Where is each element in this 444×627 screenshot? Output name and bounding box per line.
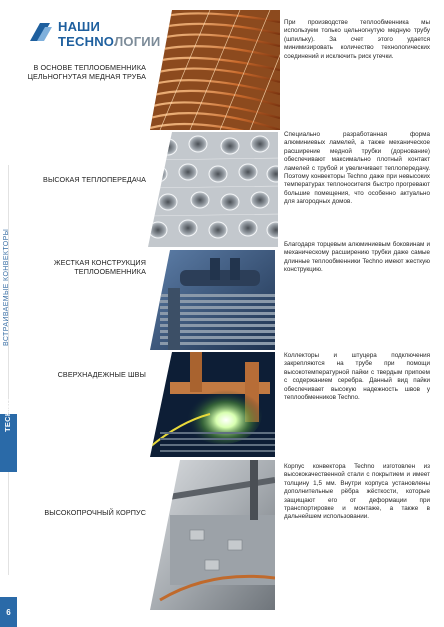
brand-title-line1: НАШИ [58,19,100,34]
feature-label-strong-housing [44,508,146,517]
brand-title-rest: ЛОГИИ [114,34,161,49]
feature-label-rigid-construction [54,258,146,276]
feature-description-reliable-seams: Коллекторы и штуцера подключения закрепляются на трубе при помощи высокотемпературной пайки с твердым припоем с содержанием серебра. Данный вид пайки обеспечивает высокую надежность швов у теплообменников Techno. [284,352,430,402]
photo-heat-exchanger [150,250,280,350]
feature-description-heat-transfer: Специально разработанная форма алюминиевых ламелей, а также механическое расширение медной трубки (дорнование) обеспечивают максимально плотный контакт ламелей с трубой и увеличивает теплопередачу. Поэтому конвекторы Techno даже при невысоких температурах теплоносителя быстро прогревают большие помещения, что особенно актуально для загородных домов. [284,131,430,206]
page-number: 6 [0,597,17,627]
feature-label-line: ЖЕСТКАЯ КОНСТРУКЦИЯ [53,258,146,267]
feature-description-strong-housing: Корпус конвектора Techno изготовлен из высококачественной стали с покрытием и имеет толщину 1,5 мм. Внутри корпуса установлены дополнительные рёбра жёсткости, которые защищают его от деформации при транспортировке и монтаже, а также в дальнейшем использовании. [284,463,430,521]
feature-label-line: ВЫСОКАЯ ТЕПЛОПЕРЕДАЧА [43,175,146,184]
feature-label-line: СВЕРХНАДЕЖНЫЕ ШВЫ [57,370,146,379]
brand-logo [28,17,161,49]
feature-description-copper-tube: При производстве теплообменника мы используем только цельногнутую медную трубу (шпильку). За счет этого удается минимизировать количество технологических соединений и исключить риск утечки. [284,19,430,60]
section-tab-text: TECHNO [3,398,12,432]
photo-aluminium-lamellas [148,132,278,247]
photo-copper-fins [150,10,280,130]
feature-description-rigid-construction: Благодаря торцевым алюминиевым боковинам и механическому расширению трубки даже самые длинные теплообменники Techno имеют жесткую конструкцию. [284,241,430,274]
feature-label-copper-tube [28,63,146,81]
photo-steel-housing [150,460,280,610]
feature-label-heat-transfer [43,175,146,184]
brand-title-accent: TECHNO [58,34,115,49]
feature-label-line: ВЫСОКОПРОЧНЫЙ КОРПУС [44,508,146,517]
photo-soldering [150,352,280,457]
brand-logo-icon [28,19,54,45]
feature-label-line: В ОСНОВЕ ТЕПЛООБМЕННИКА [33,63,146,72]
feature-label-reliable-seams [58,370,146,379]
section-vertical-label: ВСТРАИВАЕМЫЕ КОНВЕКТОРЫ [3,228,10,346]
brand-title-line2 [58,34,160,49]
feature-label-line: ТЕПЛООБМЕННИКА [74,267,146,276]
feature-label-line: ЦЕЛЬНОГНУТАЯ МЕДНАЯ ТРУБА [27,72,146,81]
